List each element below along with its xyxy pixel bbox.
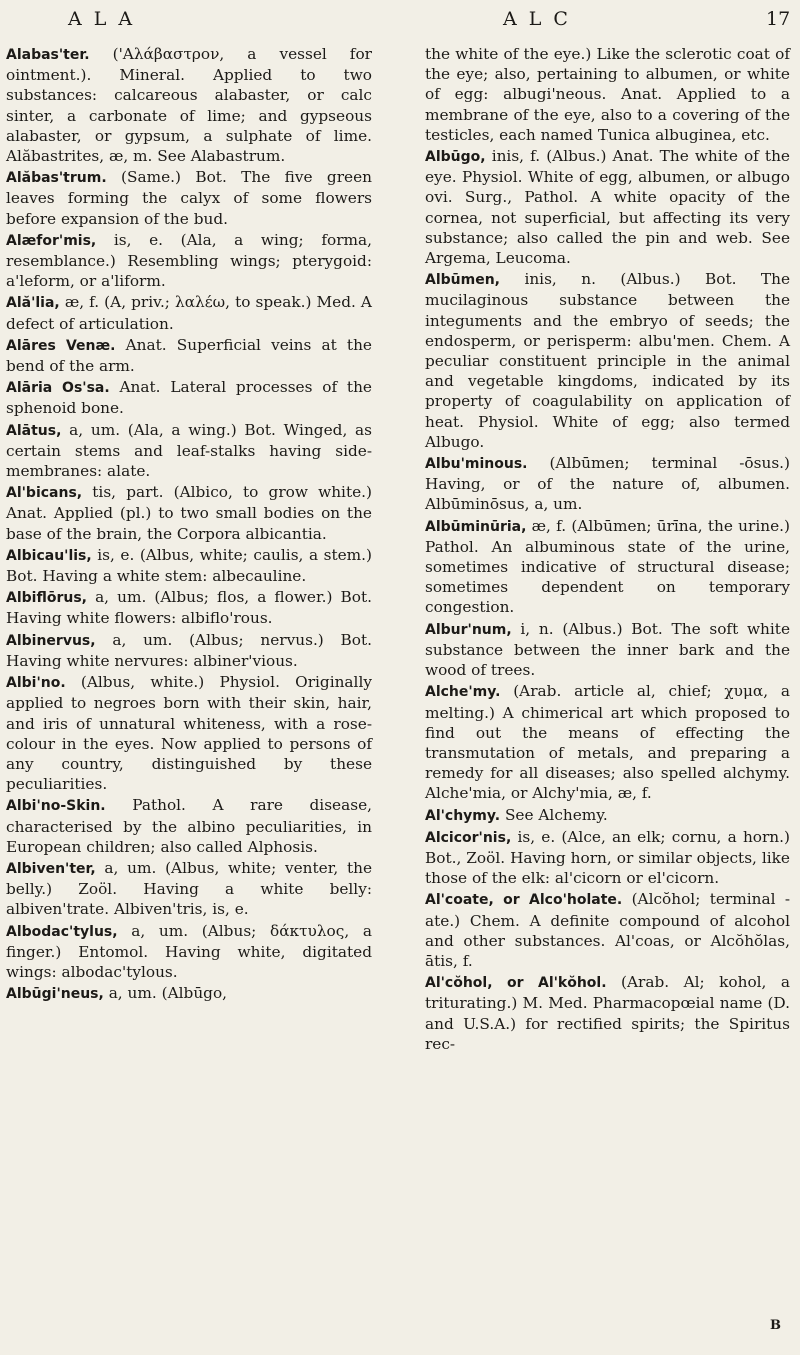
entry-definition: a, um. (Albus; δάκτυλος, a finger.) Entomol. Having white, digitated wings: albodac'tylous. xyxy=(6,921,372,981)
entry-definition: a, um. (Albus, white; venter, the belly.) Zoöl. Having a white belly: albiven'trate. Albiven'tris, is, e. xyxy=(6,858,372,919)
entry-headword: Albicau'lis, xyxy=(6,547,92,564)
dictionary-entry xyxy=(6,44,372,166)
entry-headword: Al'cŏhol, or Al'kŏhol. xyxy=(425,975,607,992)
entry-definition: æ, f. (A, priv.; λαλέω, to speak.) Med. A defect of articulation. xyxy=(6,293,372,333)
entry-definition: Anat. Lateral processes of the sphenoid bone. xyxy=(6,378,372,418)
dictionary-entry xyxy=(6,795,372,857)
entry-definition: (Albūmen; terminal -ōsus.) Having, or of the nature of, albumen. Albūminōsus, a, um. xyxy=(425,454,790,514)
entry-headword: Albur'num, xyxy=(425,621,512,638)
dictionary-entry xyxy=(425,619,790,681)
entry-headword: Albu'minous. xyxy=(425,456,528,473)
left-column xyxy=(6,44,372,1005)
dictionary-entry xyxy=(425,972,790,1054)
header-right-guide: A L C xyxy=(503,8,571,30)
entry-definition: æ, f. (Albūmen; ūrīna, the urine.) Pathol. An albuminous state of the urine, sometimes indicative of structural disease; sometimes dependent on temporary congestion. xyxy=(425,516,790,617)
dictionary-entry xyxy=(6,672,372,794)
entry-headword: Alæfor'mis, xyxy=(6,232,97,249)
entry-headword: Albi'no. xyxy=(6,675,66,692)
entry-definition: is, e. (Ala, a wing; forma, resemblance.) Resembling wings; pterygoid: a'leform, or a'liform. xyxy=(6,230,373,291)
entry-headword: Alabas'ter. xyxy=(6,47,90,63)
signature-mark: B xyxy=(770,1318,781,1333)
entry-definition: (Alcŏhol; terminal -ate.) Chem. A definite compound of alcohol and other substances. Al'coas, or Alcŏhŏlas, ātis, f. xyxy=(425,890,790,970)
entry-headword: Albi'no-Skin. xyxy=(6,798,106,815)
entry-definition: tis, part. (Albico, to grow white.) Anat. Applied (pl.) to two small bodies on the base of the brain, the Corpora albicantia. xyxy=(6,483,372,543)
entry-definition: inis, n. (Albus.) Bot. The mucilaginous substance between the integuments and the embryo of seeds; the endosperm, or perisperm: albu'men. Chem. A peculiar constituent principle in the animal and vegetable kingdoms, indicated by its property of coagulability on application of heat. Physiol. White of egg; also termed Albugo. xyxy=(425,270,790,451)
page-header xyxy=(0,8,800,38)
dictionary-entry xyxy=(6,858,372,920)
entry-definition: the white of the eye.) Like the sclerotic coat of the eye; also, pertaining to albumen, or white of egg: albugi'neous. Anat. Applied to a membrane of the eye, also to a covering of the testicles, each named Tunica albuginea, etc. xyxy=(425,45,790,144)
dictionary-entry xyxy=(425,269,790,452)
dictionary-entry xyxy=(6,630,372,671)
dictionary-entry xyxy=(425,681,790,803)
entry-headword: Alche'my. xyxy=(425,684,501,701)
entry-definition: is, e. (Albus, white; caulis, a stem.) Bot. Having a white stem: albecauline. xyxy=(6,545,372,586)
dictionary-entry xyxy=(425,44,790,145)
dictionary-entry xyxy=(425,805,790,826)
dictionary-entry xyxy=(6,377,372,418)
entry-headword: Alāria Os'sa. xyxy=(6,380,110,397)
entry-headword: Albūgi'neus, xyxy=(6,986,104,1003)
dictionary-entry xyxy=(425,453,790,515)
dictionary-entry xyxy=(425,146,790,268)
entry-definition: See Alchemy. xyxy=(504,805,608,824)
dictionary-entry xyxy=(6,545,372,586)
dictionary-entry xyxy=(6,420,372,482)
entry-headword: Ală'lia, xyxy=(6,295,60,312)
entry-headword: Alātus, xyxy=(6,422,62,439)
entry-definition: Anat. Superficial veins at the bend of the arm. xyxy=(6,335,372,376)
header-left-guide: A L A xyxy=(68,8,136,30)
dictionary-entry xyxy=(6,167,372,229)
dictionary-entry xyxy=(425,889,790,971)
entry-headword: Al'coate, or Alco'holate. xyxy=(425,892,623,909)
dictionary-entry xyxy=(6,921,372,983)
dictionary-entry xyxy=(6,983,372,1004)
entry-definition: ('Αλάβαστρον, a vessel for ointment.). Mineral. Applied to two substances: calcareous alabaster, or calc sinter, a carbonate of lime; and gypseous alabaster, or gypsum, a sulphate of lime. Alăbastrites, æ, m. See Alabastrum. xyxy=(6,45,372,166)
entry-headword: Albodac'tylus, xyxy=(6,923,118,940)
entry-headword: Albūminūria, xyxy=(425,518,527,535)
entry-definition: (Albus, white.) Physiol. Originally applied to negroes born with their skin, hair, and iris of unnatural whiteness, with a rose-colour in the eyes. Now applied to persons of any country, distinguished by these peculiarities. xyxy=(6,673,372,794)
entry-headword: Al'bicans, xyxy=(6,485,83,502)
entry-definition: (Same.) Bot. The five green leaves forming the calyx of some flowers before expansion of the bud. xyxy=(6,168,372,228)
entry-definition: is, e. (Alce, an elk; cornu, a horn.) Bot., Zoöl. Having horn, or similar objects, like those of the elk: al'cicorn or el'cicorn. xyxy=(425,827,790,888)
entry-headword: Al'chymy. xyxy=(425,807,501,824)
entry-headword: Albūmen, xyxy=(425,272,500,289)
dictionary-entry xyxy=(6,292,372,333)
entry-definition: a, um. (Albus; nervus.) Bot. Having white nervures: albiner'vious. xyxy=(6,630,372,670)
entry-definition: (Arab. article al, chief; χυμα, a melting.) A chimerical art which proposed to find out the means of effecting the transmutation of metals, and preparing a remedy for all diseases; also spelled alchymy. Alche'mia, or Alchy'mia, æ, f. xyxy=(425,682,790,803)
entry-definition: a, um. (Albus; flos, a flower.) Bot. Having white flowers: albiflo'rous. xyxy=(6,588,372,628)
dictionary-entry xyxy=(425,827,790,889)
entry-headword: Albinervus, xyxy=(6,632,96,649)
dictionary-entry xyxy=(6,335,372,376)
entry-definition: a, um. (Ala, a wing.) Bot. Winged, as certain stems and leaf-stalks having side-membranes: alate. xyxy=(6,420,372,481)
entry-headword: Albūgo, xyxy=(425,149,486,166)
entry-definition: (Arab. Al; kohol, a triturating.) M. Med. Pharmacopœial name (D. and U.S.A.) for rectified spirits; the Spiritus rec- xyxy=(425,973,790,1053)
entry-headword: Alăbas'trum. xyxy=(6,170,107,187)
page-number: 17 xyxy=(766,8,791,30)
dictionary-entry xyxy=(6,230,372,292)
dictionary-entry xyxy=(6,482,372,544)
entry-definition: i, n. (Albus.) Bot. The soft white substance between the inner bark and the wood of trees. xyxy=(425,619,790,680)
right-column xyxy=(425,44,790,1055)
entry-definition: Pathol. A rare disease, characterised by the albino peculiarities, in European children; also called Alphosis. xyxy=(6,796,372,856)
entry-definition: inis, f. (Albus.) Anat. The white of the eye. Physiol. White of egg, albumen, or albugo ovi. Surg., Pathol. A white opacity of the cornea, not superficial, but affecting its very substance; also called the pin and web. See Argema, Leucoma. xyxy=(425,147,790,268)
dictionary-entry xyxy=(425,516,790,618)
entry-headword: Alāres Venæ. xyxy=(6,337,116,354)
entry-headword: Albiflōrus, xyxy=(6,590,87,607)
entry-definition: a, um. (Albūgo, xyxy=(108,984,228,1003)
entry-headword: Alcicor'nis, xyxy=(425,829,512,846)
entry-headword: Albiven'ter, xyxy=(6,860,96,877)
dictionary-entry xyxy=(6,587,372,628)
